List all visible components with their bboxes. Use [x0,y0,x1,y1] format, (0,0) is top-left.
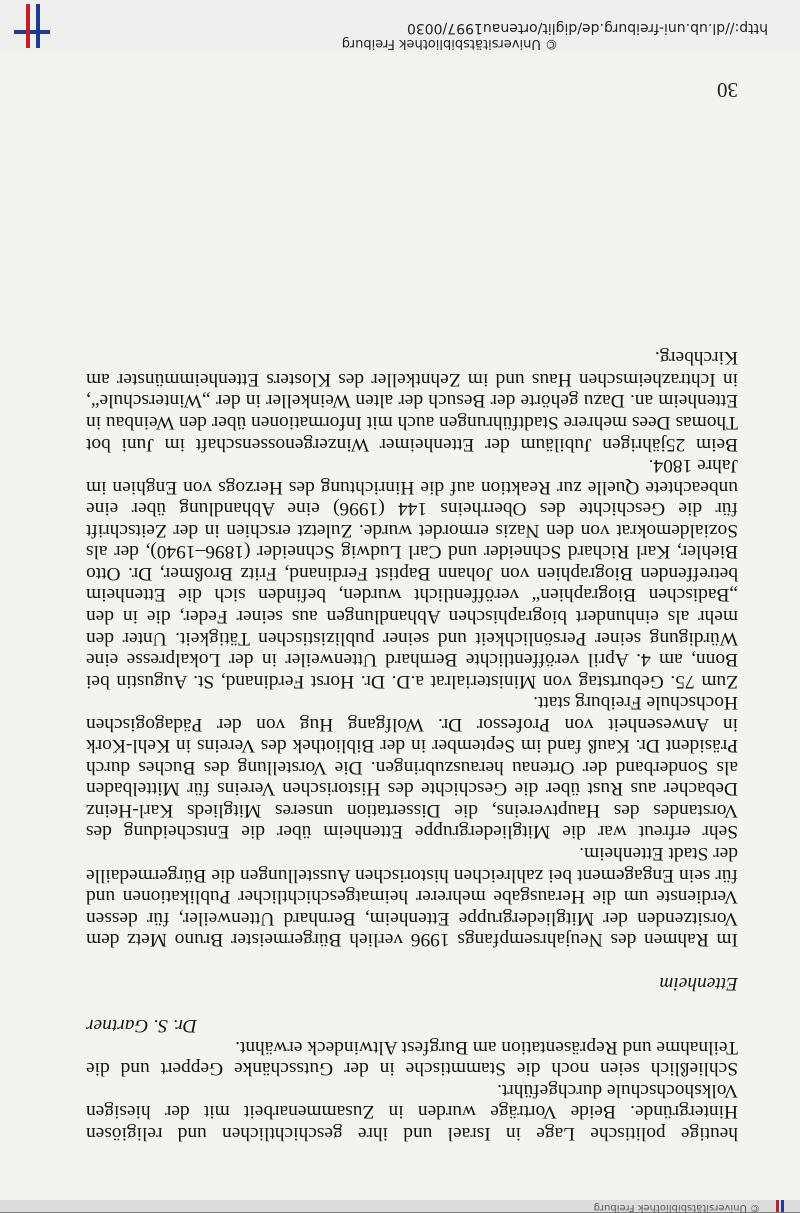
intro-paragraph: heutige politische Lage in Israel und ihre geschichtlichen und religiösen Hintergründe. Beide Vorträge wurden in Zusammenarbeit mit der hiesigen Volkshochschule durchgeführt. [86,1079,738,1144]
book-page [0,52,800,1200]
paragraph-3: Im Rahmen des Neujahrsempfangs 1996 verlieh Bürgermeister Bruno Metz dem Vorsitzenden der Mitgliedergruppe Ettenheim, Bernhard Uttenweiler, für dessen Verdienste um die Herausgabe mehrerer heimatgeschichtlicher Publikationen und für sein Engagement bei zahlreichen historischen Ausstellungen die Bürgermedaille der Stadt Ettenheim. [86,842,738,951]
bottom-banner [0,0,800,52]
ub-freiburg-logo-icon [14,4,50,48]
signature: Dr. S. Gartner [86,1015,197,1037]
paragraph-6: Beim 25jährigen Jubiläum der Ettenheimer Winzergenossenschaft im Juni bot Thomas Dees mehrere Stadtführungen auch mit Informationen über den Weinbau in Ettenheim an. Dazu gehörte der Besuch der alten Weinkeller in der „Winterschule“, in Ichtrazheimschen Haus und im Zehntkeller des Klosters Ettenheimmünster am Kirchberg. [86,347,738,455]
ub-freiburg-logo-icon [770,1200,788,1212]
page-body [86,347,738,1144]
section-heading: Ettenheim [659,972,738,994]
top-banner [0,1200,800,1212]
permalink-url[interactable]: http://dl.ub.uni-freiburg.de/diglit/ortenau1997/0030 [406,20,768,36]
bottom-copyright: © Universitätsbibliothek Freiburg [341,36,558,51]
paragraph-2: Schließlich seien noch die Stammtische in der Gutsschänke Geppert und die Teilnahme und Repräsentation am Burgfest Altwindeck erwähnt. [86,1036,738,1080]
paragraph-5: Zum 75. Geburtstag von Ministerialrat a.D. Dr. Horst Ferdinand, St. Augustin bei Bonn, am 4. April veröffentlichte Bernhard Uttenweiler in der Lokalpresse eine Würdigung seiner Persönlichkeit und seiner publizistischen Tätigkeit. Unter den mehr als einhundert biographischen Abhandlungen aus seiner Feder, die in den „Badischen Biographien“ veröffentlicht wurden, befinden sich die Ettenheim betreffenden Biographien von Johann Baptist Ferdinand, Fritz Broßmer, Dr. Otto Biehler, Karl Richard Schneider und Carl Ludwig Schneider (1896–1940), der als Sozialdemokrat von den Nazis ermordet wurde. Zuletzt erschien in der Zeitschrift für die Geschichte des Oberrheins 144 (1996) eine Abhandlung über eine unbeachtete Quelle zur Reaktion auf die Hinrichtung des Herzogs von Enghien im Jahre 1804. [86,455,738,692]
paragraph-4: Sehr erfreut war die Mitgliedergruppe Ettenheim über die Entscheidung des Vorstandes des Hauptvereins, die Dissertation unseres Mitglieds Karl-Heinz Debacher aus Rust über die Geschichte des Historischen Vereins für Mittelbaden als Sonderband der Ortenau herauszubringen. Die Vorstellung des Buches durch Präsident Dr. Kauß fand im September in der Bibliothek des Vereins in Kehl-Kork in Anwesenheit von Professor Dr. Wolfgang Hug von der Pädagogischen Hochschule Freiburg statt. [86,692,738,843]
page-number: 30 [717,78,738,102]
top-copyright: © Universitätsbibliothek Freiburg [593,1202,760,1213]
